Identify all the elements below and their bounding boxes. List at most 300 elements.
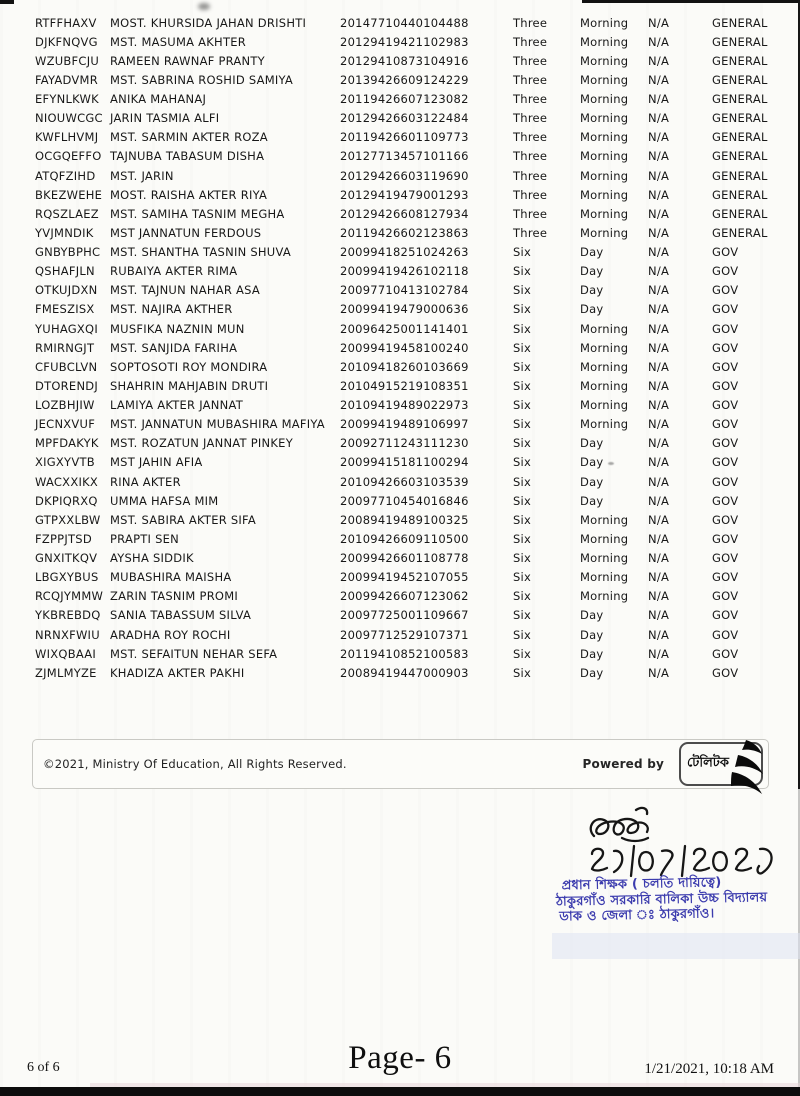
cell-user-id: NIOUWCGC — [35, 111, 103, 126]
cell-reg-no: 20129410873104916 — [340, 53, 469, 68]
cell-class: Three — [513, 53, 548, 68]
cell-student-name: SANIA TABASSUM SILVA — [110, 608, 252, 623]
cell-school-type: GENERAL — [712, 53, 768, 68]
copyright-text: ©2021, Ministry Of Education, All Rights Reserved. — [43, 757, 347, 771]
cell-school-type: GOV — [712, 665, 739, 680]
teletalk-logo — [679, 742, 763, 786]
table-row — [0, 587, 800, 606]
cell-shift: Morning — [580, 206, 629, 221]
cell-school-type: GENERAL — [712, 149, 768, 164]
print-timestamp: 1/21/2021, 10:18 AM — [644, 1061, 774, 1077]
cell-class: Six — [513, 436, 532, 451]
cell-quota: N/A — [648, 283, 670, 298]
cell-user-id: WIXQBAAI — [35, 646, 97, 661]
cell-shift: Morning — [580, 168, 629, 183]
cell-user-id: DJKFNQVG — [35, 34, 98, 49]
cell-student-name: MST JANNATUN FERDOUS — [110, 225, 262, 240]
cell-student-name: TAJNUBA TABASUM DISHA — [110, 149, 265, 164]
cell-class: Three — [513, 111, 548, 126]
cell-user-id: ATQFZIHD — [35, 168, 96, 183]
cell-user-id: FAYADVMR — [35, 72, 98, 87]
cell-user-id: LOZBHJIW — [35, 398, 95, 413]
cell-quota: N/A — [648, 436, 670, 451]
cell-quota: N/A — [648, 206, 670, 221]
table-row — [0, 185, 800, 204]
cell-quota: N/A — [648, 15, 670, 30]
table-row — [0, 128, 800, 147]
cell-shift: Morning — [580, 321, 629, 336]
stamp-line-2: ঠাকুরগাঁও সরকারি বালিকা উচ্চ বিদ্যালয় — [555, 889, 768, 910]
cell-school-type: GENERAL — [712, 187, 768, 202]
cell-student-name: MST. SEFAITUN NEHAR SEFA — [110, 646, 278, 661]
table-row — [0, 223, 800, 242]
cell-quota: N/A — [648, 474, 670, 489]
scan-speck — [425, 96, 429, 100]
cell-class: Six — [513, 264, 532, 279]
table-row — [0, 549, 800, 568]
cell-school-type: GOV — [712, 378, 739, 393]
cell-shift: Day — [580, 264, 604, 279]
table-row — [0, 434, 800, 453]
cell-student-name: MST. SARMIN AKTER ROZA — [110, 130, 268, 145]
teletalk-logo-text: টেলিটক — [687, 755, 729, 771]
cell-student-name: PRAPTI SEN — [110, 531, 180, 546]
cell-student-name: MST. JARIN — [110, 168, 174, 183]
cell-user-id: DTORENDJ — [35, 378, 99, 393]
table-row — [0, 606, 800, 625]
table-row — [0, 510, 800, 529]
cell-school-type: GOV — [712, 474, 739, 489]
cell-user-id: RQSZLAEZ — [35, 206, 99, 221]
table-row — [0, 32, 800, 51]
cell-reg-no: 20119426602123863 — [340, 225, 469, 240]
cell-student-name: MST. SHANTHA TASNIN SHUVA — [110, 245, 291, 260]
cell-quota: N/A — [648, 455, 670, 470]
cell-shift: Morning — [580, 398, 629, 413]
cell-student-name: MST. NAJIRA AKTHER — [110, 302, 233, 317]
cell-student-name: ANIKA MAHANAJ — [110, 92, 207, 107]
cell-reg-no: 20129426608127934 — [340, 206, 469, 221]
cell-student-name: ZARIN TASNIM PROMI — [110, 589, 239, 604]
cell-student-name: RUBAIYA AKTER RIMA — [110, 264, 238, 279]
cell-quota: N/A — [648, 53, 670, 68]
cell-user-id: EFYNLKWK — [35, 92, 99, 107]
cell-reg-no: 20109419489022973 — [340, 398, 469, 413]
cell-shift: Morning — [580, 92, 629, 107]
cell-user-id: ZJMLMYZE — [35, 665, 97, 680]
cell-quota: N/A — [648, 302, 670, 317]
cell-reg-no: 20109426609110500 — [340, 531, 469, 546]
cell-reg-no: 20096425001141401 — [340, 321, 469, 336]
cell-school-type: GENERAL — [712, 111, 768, 126]
cell-class: Three — [513, 72, 548, 87]
cell-school-type: GOV — [712, 512, 739, 527]
cell-quota: N/A — [648, 589, 670, 604]
cell-shift: Day — [580, 436, 604, 451]
cell-reg-no: 20099419426102118 — [340, 264, 469, 279]
cell-student-name: MST. TAJNUN NAHAR ASA — [110, 283, 260, 298]
cell-quota: N/A — [648, 378, 670, 393]
cell-shift: Day — [580, 474, 604, 489]
table-row — [0, 415, 800, 434]
table-row — [0, 243, 800, 262]
cell-user-id: BKEZWEHE — [35, 187, 103, 202]
table-row — [0, 319, 800, 338]
cell-school-type: GOV — [712, 340, 739, 355]
cell-school-type: GENERAL — [712, 72, 768, 87]
cell-student-name: SOPTOSOTI ROY MONDIRA — [110, 359, 268, 374]
table-row — [0, 109, 800, 128]
cell-student-name: MST. MASUMA AKHTER — [110, 34, 246, 49]
cell-user-id: YKBREBDQ — [35, 608, 101, 623]
cell-school-type: GOV — [712, 455, 739, 470]
cell-shift: Morning — [580, 551, 629, 566]
cell-student-name: LAMIYA AKTER JANNAT — [110, 398, 243, 413]
cell-user-id: YVJMNDIK — [35, 225, 94, 240]
cell-shift: Day — [580, 493, 604, 508]
table-row — [0, 644, 800, 663]
cell-student-name: SHAHRIN MAHJABIN DRUTI — [110, 378, 269, 393]
cell-quota: N/A — [648, 627, 670, 642]
cell-shift: Morning — [580, 378, 629, 393]
cell-quota: N/A — [648, 321, 670, 336]
cell-user-id: WZUBFCJU — [35, 53, 100, 68]
cell-reg-no: 20092711243111230 — [340, 436, 469, 451]
powered-by-label: Powered by — [582, 757, 664, 771]
cell-student-name: MST. SANJIDA FARIHA — [110, 340, 238, 355]
cell-student-name: JARIN TASMIA ALFI — [110, 111, 220, 126]
cell-user-id: OTKUJDXN — [35, 283, 98, 298]
table-row — [0, 13, 800, 32]
cell-user-id: RCQJYMMW — [35, 589, 104, 604]
cell-school-type: GOV — [712, 608, 739, 623]
scan-speck — [608, 462, 614, 465]
cell-quota: N/A — [648, 608, 670, 623]
cell-user-id: OCGQEFFO — [35, 149, 102, 164]
cell-shift: Day — [580, 665, 604, 680]
cell-class: Six — [513, 359, 532, 374]
cell-quota: N/A — [648, 264, 670, 279]
cell-shift: Morning — [580, 225, 629, 240]
scan-edge-top-left — [0, 0, 14, 4]
cell-school-type: GOV — [712, 646, 739, 661]
cell-class: Three — [513, 130, 548, 145]
cell-shift: Morning — [580, 130, 629, 145]
cell-shift: Morning — [580, 589, 629, 604]
cell-shift: Morning — [580, 187, 629, 202]
cell-class: Six — [513, 283, 532, 298]
cell-class: Six — [513, 551, 532, 566]
table-row — [0, 396, 800, 415]
table-row — [0, 90, 800, 109]
cell-class: Six — [513, 398, 532, 413]
cell-school-type: GOV — [712, 627, 739, 642]
cell-shift: Morning — [580, 15, 629, 30]
table-row — [0, 147, 800, 166]
cell-quota: N/A — [648, 398, 670, 413]
cell-reg-no: 20099419489106997 — [340, 417, 469, 432]
cell-student-name: MST. SAMIHA TASNIM MEGHA — [110, 206, 285, 221]
cell-shift: Day — [580, 455, 604, 470]
cell-user-id: MPFDAKYK — [35, 436, 99, 451]
cell-reg-no: 20097710454016846 — [340, 493, 469, 508]
cell-shift: Day — [580, 627, 604, 642]
table-row — [0, 262, 800, 281]
cell-class: Six — [513, 417, 532, 432]
cell-class: Six — [513, 455, 532, 470]
cell-quota: N/A — [648, 130, 670, 145]
cell-class: Six — [513, 646, 532, 661]
cell-user-id: WACXXIKX — [35, 474, 99, 489]
table-row — [0, 338, 800, 357]
cell-shift: Day — [580, 283, 604, 298]
table-row — [0, 376, 800, 395]
cell-shift: Day — [580, 302, 604, 317]
cell-school-type: GENERAL — [712, 225, 768, 240]
cell-quota: N/A — [648, 531, 670, 546]
cell-student-name: RAMEEN RAWNAF PRANTY — [110, 53, 265, 68]
cell-school-type: GENERAL — [712, 34, 768, 49]
cell-class: Six — [513, 512, 532, 527]
cell-shift: Morning — [580, 512, 629, 527]
cell-student-name: MOST. RAISHA AKTER RIYA — [110, 187, 268, 202]
stamp-line-1: প্রধান শিক্ষক ( চলতি দায়িত্বে) — [561, 875, 722, 894]
cell-user-id: RTFFHAXV — [35, 15, 97, 30]
cell-reg-no: 20089419489100325 — [340, 512, 469, 527]
cell-quota: N/A — [648, 665, 670, 680]
table-row — [0, 166, 800, 185]
cell-school-type: GOV — [712, 398, 739, 413]
cell-user-id: FMESZISX — [35, 302, 95, 317]
cell-reg-no: 20139426609124229 — [340, 72, 469, 87]
cell-reg-no: 20129426603122484 — [340, 111, 469, 126]
cell-user-id: JECNXVUF — [35, 417, 96, 432]
cell-shift: Morning — [580, 570, 629, 585]
cell-student-name: RINA AKTER — [110, 474, 181, 489]
cell-student-name: MST. SABIRA AKTER SIFA — [110, 512, 256, 527]
cell-shift: Morning — [580, 72, 629, 87]
cell-reg-no: 20099419479000636 — [340, 302, 469, 317]
cell-class: Six — [513, 493, 532, 508]
table-row — [0, 281, 800, 300]
cell-reg-no: 20109426603103539 — [340, 474, 469, 489]
cell-quota: N/A — [648, 245, 670, 260]
cell-shift: Morning — [580, 340, 629, 355]
cell-shift: Morning — [580, 149, 629, 164]
cell-school-type: GENERAL — [712, 130, 768, 145]
table-row — [0, 663, 800, 682]
cell-quota: N/A — [648, 72, 670, 87]
cell-shift: Day — [580, 646, 604, 661]
table-row — [0, 70, 800, 89]
cell-student-name: AYSHA SIDDIK — [110, 551, 194, 566]
cell-user-id: CFUBCLVN — [35, 359, 98, 374]
cell-reg-no: 20099426601108778 — [340, 551, 469, 566]
cell-class: Six — [513, 589, 532, 604]
cell-user-id: QSHAFJLN — [35, 264, 95, 279]
cell-quota: N/A — [648, 34, 670, 49]
cell-quota: N/A — [648, 92, 670, 107]
cell-school-type: GOV — [712, 589, 739, 604]
cell-user-id: GTPXXLBW — [35, 512, 101, 527]
cell-user-id: YUHAGXQI — [35, 321, 98, 336]
cell-reg-no: 20119426601109773 — [340, 130, 469, 145]
scan-edge-top — [582, 0, 800, 3]
cell-reg-no: 20099418251024263 — [340, 245, 469, 260]
cell-shift: Morning — [580, 531, 629, 546]
cell-school-type: GENERAL — [712, 15, 768, 30]
cell-class: Three — [513, 149, 548, 164]
table-row — [0, 204, 800, 223]
cell-quota: N/A — [648, 417, 670, 432]
cell-student-name: ARADHA ROY ROCHI — [110, 627, 231, 642]
cell-reg-no: 20097725001109667 — [340, 608, 469, 623]
cell-reg-no: 20099419452107055 — [340, 570, 469, 585]
cell-user-id: NRNXFWIU — [35, 627, 100, 642]
cell-school-type: GENERAL — [712, 92, 768, 107]
cell-user-id: XIGXYVTB — [35, 455, 95, 470]
table-row — [0, 453, 800, 472]
stamp-line-3: ডাক ও জেলা ঃ ঠাকুরগাঁও। — [559, 906, 715, 925]
cell-quota: N/A — [648, 570, 670, 585]
cell-student-name: MST JAHIN AFIA — [110, 455, 203, 470]
cell-reg-no: 20129426603119690 — [340, 168, 469, 183]
table-row — [0, 491, 800, 510]
cell-reg-no: 20127713457101166 — [340, 149, 469, 164]
cell-reg-no: 20129419479001293 — [340, 187, 469, 202]
cell-school-type: GOV — [712, 493, 739, 508]
cell-quota: N/A — [648, 512, 670, 527]
cell-quota: N/A — [648, 551, 670, 566]
cell-quota: N/A — [648, 111, 670, 126]
cell-class: Six — [513, 665, 532, 680]
cell-class: Three — [513, 92, 548, 107]
cell-quota: N/A — [648, 493, 670, 508]
cell-quota: N/A — [648, 340, 670, 355]
cell-class: Three — [513, 206, 548, 221]
cell-user-id: FZPPJTSD — [35, 531, 92, 546]
cell-user-id: DKPIQRXQ — [35, 493, 98, 508]
scan-smudge — [198, 3, 210, 10]
cell-reg-no: 20089419447000903 — [340, 665, 469, 680]
table-row — [0, 568, 800, 587]
cell-student-name: MUBASHIRA MAISHA — [110, 570, 232, 585]
cell-shift: Morning — [580, 53, 629, 68]
cell-class: Three — [513, 168, 548, 183]
cell-user-id: GNXITKQV — [35, 551, 98, 566]
cell-school-type: GOV — [712, 551, 739, 566]
cell-reg-no: 20097712529107371 — [340, 627, 469, 642]
cell-school-type: GOV — [712, 570, 739, 585]
cell-class: Six — [513, 570, 532, 585]
cell-school-type: GOV — [712, 283, 739, 298]
cell-school-type: GOV — [712, 531, 739, 546]
cell-quota: N/A — [648, 359, 670, 374]
cell-shift: Day — [580, 608, 604, 623]
cell-reg-no: 20129419421102983 — [340, 34, 469, 49]
cell-class: Six — [513, 378, 532, 393]
table-row — [0, 625, 800, 644]
cell-class: Six — [513, 531, 532, 546]
cell-quota: N/A — [648, 646, 670, 661]
cell-class: Six — [513, 608, 532, 623]
cell-school-type: GOV — [712, 321, 739, 336]
cell-reg-no: 20109418260103669 — [340, 359, 469, 374]
cell-class: Six — [513, 321, 532, 336]
powered-by-group — [583, 742, 764, 786]
copyright-bar — [32, 739, 769, 789]
cell-shift: Day — [580, 245, 604, 260]
cell-class: Six — [513, 245, 532, 260]
cell-quota: N/A — [648, 187, 670, 202]
table-row — [0, 51, 800, 70]
cell-quota: N/A — [648, 168, 670, 183]
cell-student-name: MUSFIKA NAZNIN MUN — [110, 321, 245, 336]
cell-class: Three — [513, 225, 548, 240]
cell-shift: Morning — [580, 359, 629, 374]
cell-class: Three — [513, 34, 548, 49]
cell-reg-no: 20147710440104488 — [340, 15, 469, 30]
page-number-label: Page- 6 — [348, 1040, 452, 1076]
sheet-number: 6 of 6 — [27, 1060, 60, 1075]
scan-edge-bottom — [0, 1087, 800, 1096]
cell-reg-no: 20099426607123062 — [340, 589, 469, 604]
cell-school-type: GOV — [712, 245, 739, 260]
cell-class: Three — [513, 15, 548, 30]
cell-school-type: GOV — [712, 436, 739, 451]
cell-reg-no: 20099415181100294 — [340, 455, 469, 470]
cell-student-name: MOST. KHURSIDA JAHAN DRISHTI — [110, 15, 307, 30]
student-table — [0, 13, 800, 682]
cell-reg-no: 20104915219108351 — [340, 378, 469, 393]
cell-class: Three — [513, 187, 548, 202]
office-stamp — [556, 873, 800, 925]
cell-student-name: UMMA HAFSA MIM — [110, 493, 219, 508]
cell-school-type: GENERAL — [712, 206, 768, 221]
table-row — [0, 357, 800, 376]
cell-school-type: GENERAL — [712, 168, 768, 183]
cell-class: Six — [513, 340, 532, 355]
cell-user-id: KWFLHVMJ — [35, 130, 99, 145]
scan-blue-band — [552, 933, 800, 959]
table-row — [0, 300, 800, 319]
cell-student-name: MST. JANNATUN MUBASHIRA MAFIYA — [110, 417, 325, 432]
cell-shift: Morning — [580, 34, 629, 49]
table-row — [0, 472, 800, 491]
cell-school-type: GOV — [712, 359, 739, 374]
cell-reg-no: 20119426607123082 — [340, 92, 469, 107]
cell-school-type: GOV — [712, 302, 739, 317]
cell-class: Six — [513, 302, 532, 317]
cell-user-id: RMIRNGJT — [35, 340, 95, 355]
cell-class: Six — [513, 627, 532, 642]
cell-student-name: MST. SABRINA ROSHID SAMIYA — [110, 72, 294, 87]
cell-user-id: LBGXYBUS — [35, 570, 99, 585]
table-row — [0, 529, 800, 548]
cell-school-type: GOV — [712, 264, 739, 279]
cell-student-name: KHADIZA AKTER PAKHI — [110, 665, 245, 680]
cell-reg-no: 20119410852100583 — [340, 646, 469, 661]
cell-quota: N/A — [648, 225, 670, 240]
cell-shift: Morning — [580, 111, 629, 126]
cell-reg-no: 20099419458100240 — [340, 340, 469, 355]
cell-class: Six — [513, 474, 532, 489]
cell-reg-no: 20097710413102784 — [340, 283, 469, 298]
cell-student-name: MST. ROZATUN JANNAT PINKEY — [110, 436, 293, 451]
teletalk-swoosh-icon — [721, 738, 767, 796]
cell-quota: N/A — [648, 149, 670, 164]
cell-shift: Morning — [580, 417, 629, 432]
